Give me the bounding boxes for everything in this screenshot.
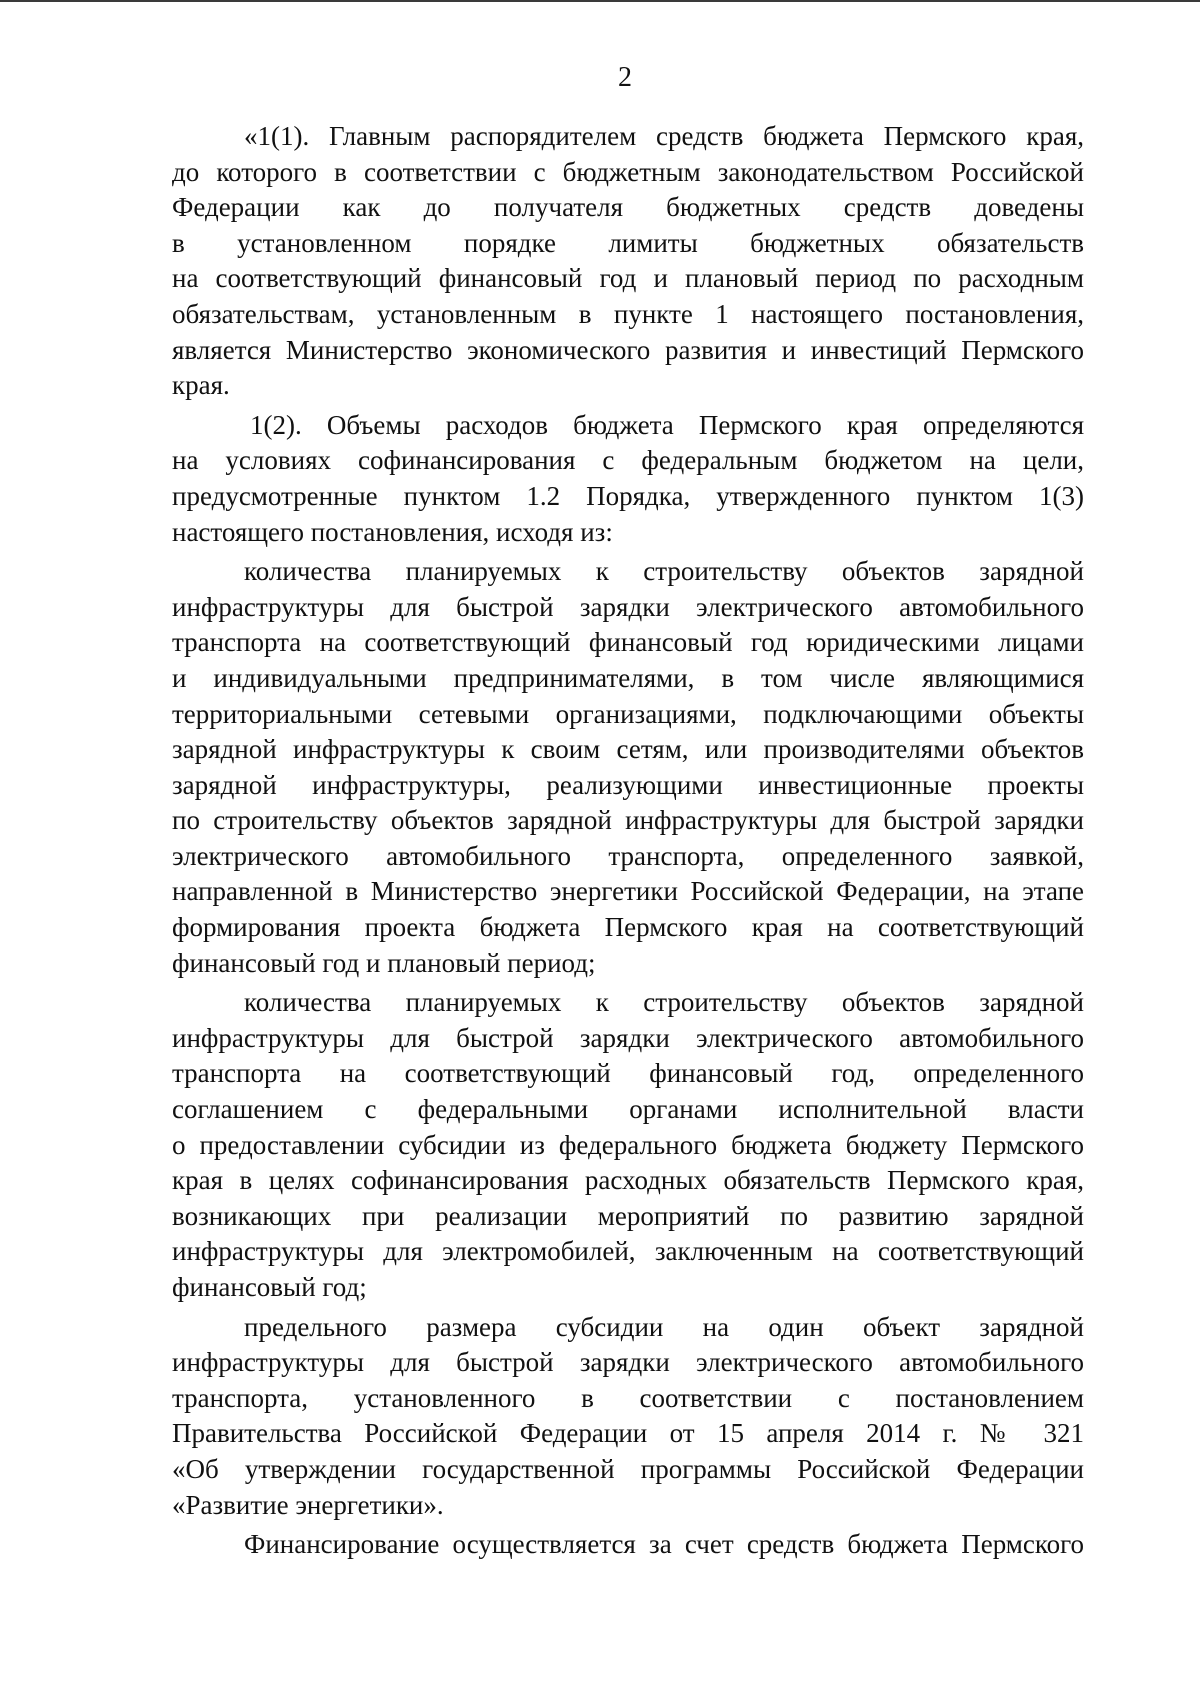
text-line: в установленном порядке лимиты бюджетных обязательств bbox=[172, 227, 1084, 258]
page-number: 2 bbox=[618, 62, 632, 93]
text-line: инфраструктуры для быстрой зарядки электрического автомобильного bbox=[172, 591, 1084, 622]
text-line: до которого в соответствии с бюджетным законодательством Российской bbox=[172, 156, 1084, 187]
text-line: обязательствам, установленным в пункте 1 настоящего постановления, bbox=[172, 298, 1084, 329]
text-line: и индивидуальными предпринимателями, в том числе являющимися bbox=[172, 662, 1084, 693]
text-line: территориальными сетевыми организациями, подключающими объекты bbox=[172, 698, 1084, 729]
text-line: Финансирование осуществляется за счет средств бюджета Пермского bbox=[244, 1529, 1084, 1560]
text-line: инфраструктуры для быстрой зарядки электрического автомобильного bbox=[172, 1347, 1084, 1378]
paragraph bbox=[172, 1527, 1084, 1563]
text-line: «1(1). Главным распорядителем средств бюджета Пермского края, bbox=[244, 121, 1084, 151]
text-line: Федерации как до получателя бюджетных средств доведены bbox=[172, 192, 1084, 223]
document-body bbox=[172, 119, 1084, 1563]
text-line: настоящего постановления, исходя из: bbox=[172, 516, 613, 547]
text-line: Правительства Российской Федерации от 15 апреля 2014 г. № 321 bbox=[172, 1418, 1084, 1449]
text-line: инфраструктуры для электромобилей, заключенным на соответствующий bbox=[172, 1236, 1084, 1267]
text-line: 1(2). Объемы расходов бюджета Пермского края определяются bbox=[250, 409, 1084, 440]
text-line: количества планируемых к строительству объектов зарядной bbox=[244, 556, 1084, 587]
text-line: предельного размера субсидии на один объект зарядной bbox=[244, 1311, 1084, 1342]
text-line: финансовый год; bbox=[172, 1272, 367, 1302]
text-line: инфраструктуры для быстрой зарядки электрического автомобильного bbox=[172, 1022, 1084, 1053]
text-line: финансовый год и плановый период; bbox=[172, 947, 596, 978]
text-line: на условиях софинансирования с федеральным бюджетом на цели, bbox=[172, 445, 1084, 476]
text-line: формирования проекта бюджета Пермского края на соответствующий bbox=[172, 912, 1084, 943]
text-line: является Министерство экономического развития и инвестиций Пермского bbox=[172, 334, 1084, 365]
text-line: транспорта на соответствующий финансовый год, определенного bbox=[172, 1058, 1084, 1089]
paragraph bbox=[172, 1310, 1084, 1524]
text-line: о предоставлении субсидии из федерального бюджета бюджету Пермского bbox=[172, 1129, 1084, 1160]
text-line: количества планируемых к строительству объектов зарядной bbox=[244, 987, 1084, 1018]
text-line: соглашением с федеральными органами исполнительной власти bbox=[172, 1094, 1084, 1125]
text-line: электрического автомобильного транспорта, определенного заявкой, bbox=[172, 840, 1084, 871]
text-line: предусмотренные пунктом 1.2 Порядка, утвержденного пунктом 1(3) bbox=[172, 480, 1084, 511]
text-line: по строительству объектов зарядной инфраструктуры для быстрой зарядки bbox=[172, 805, 1084, 836]
text-line: направленной в Министерство энергетики Российской Федерации, на этапе bbox=[172, 876, 1084, 907]
text-line: зарядной инфраструктуры, реализующими инвестиционные проекты bbox=[172, 769, 1084, 800]
text-line: «Развитие энергетики». bbox=[172, 1489, 444, 1520]
text-line: зарядной инфраструктуры к своим сетям, или производителями объектов bbox=[172, 734, 1084, 765]
paragraph bbox=[172, 554, 1084, 981]
scan-top-border bbox=[0, 0, 1200, 2]
paragraph bbox=[172, 119, 1084, 404]
paragraph bbox=[172, 408, 1084, 550]
text-line: «Об утверждении государственной программы Российской Федерации bbox=[172, 1453, 1084, 1484]
text-line: края в целях софинансирования расходных обязательств Пермского края, bbox=[172, 1165, 1084, 1196]
text-line: края. bbox=[172, 370, 230, 401]
text-line: на соответствующий финансовый год и плановый период по расходным bbox=[172, 263, 1084, 294]
text-line: транспорта, установленного в соответствии с постановлением bbox=[172, 1382, 1084, 1413]
paragraph bbox=[172, 985, 1084, 1305]
text-line: возникающих при реализации мероприятий по развитию зарядной bbox=[172, 1200, 1084, 1231]
text-line: транспорта на соответствующий финансовый год юридическими лицами bbox=[172, 627, 1084, 658]
